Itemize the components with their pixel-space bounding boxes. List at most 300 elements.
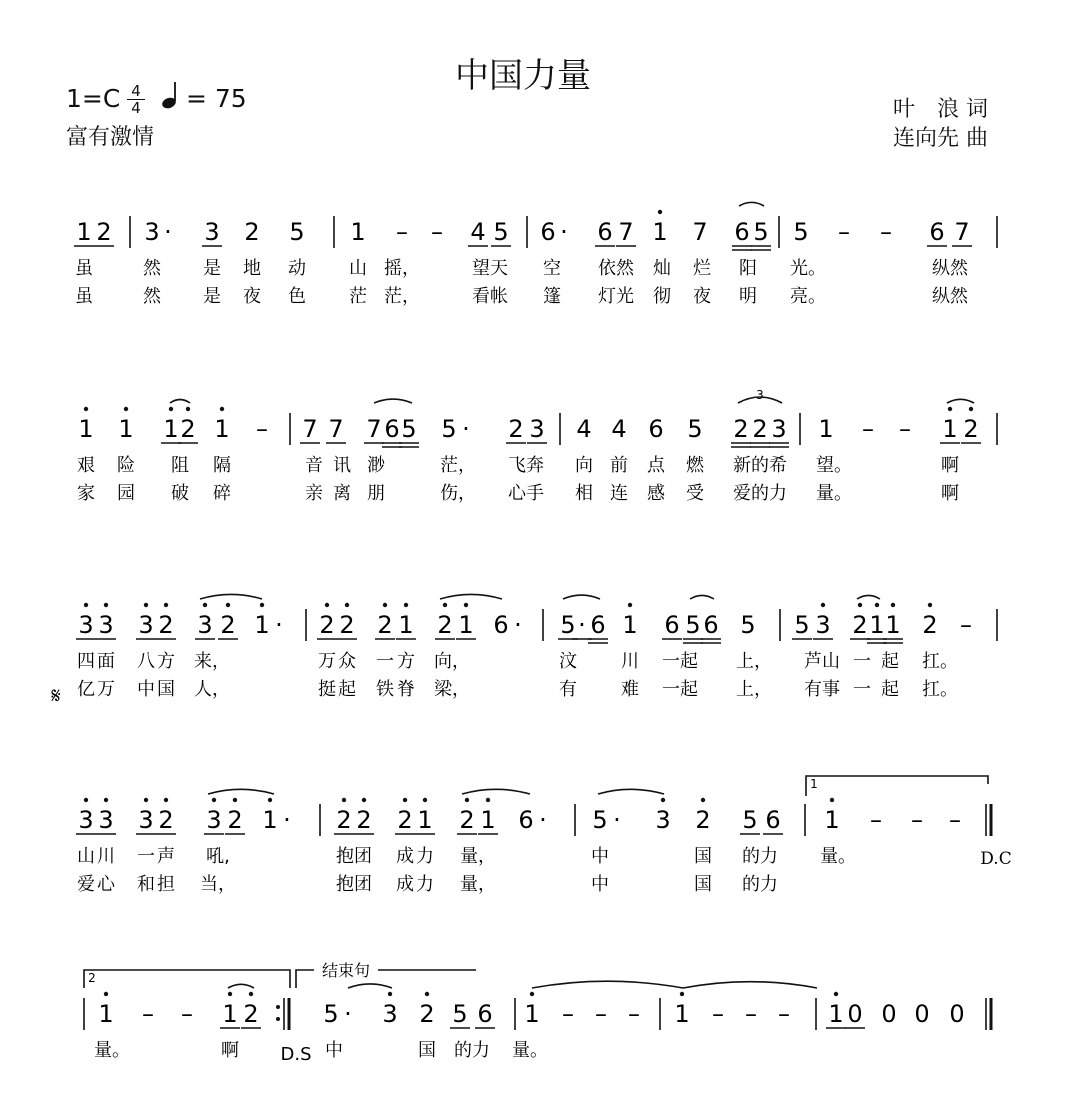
note: 3 [815,611,831,639]
note: 2 [397,806,413,834]
note: 6 [384,415,400,443]
lyric-verse-1: 汶 [559,651,577,672]
note: · [514,611,522,639]
note: 2 [419,1000,435,1028]
lyric-verse-1: 量。 [512,1040,548,1061]
note: 6 [590,611,606,639]
note: – [562,1000,574,1028]
note: 3 [78,806,94,834]
time-top: 4 [131,82,141,100]
note: – [911,806,923,834]
note: 5 [685,611,701,639]
lyric-verse-1: 点 [647,455,665,476]
segno-sign: 𝄋 [51,684,61,709]
lyric-verse-1: 飞奔 [508,455,544,476]
lyric-verse-2: 难 [621,679,639,700]
lyric-verse-2: 中 [591,874,609,895]
lyric-verse-1: 起 [881,651,899,672]
octave-dot [104,603,108,607]
lyric-verse-1: 地 [243,258,261,279]
lyric-verse-1: 艰 [77,455,95,476]
slur [690,595,714,599]
lyric-verse-2: 相 [575,483,593,504]
tempo-marking: = 75 [186,84,247,113]
lyric-verse-2: 铁 [376,679,394,700]
lyric-verse-2: 上， [736,679,772,700]
lyric-verse-1: 一 [137,846,155,867]
octave-dot [443,603,447,607]
lyric-verse-2: 国 [694,874,712,895]
note: 2 [96,218,112,246]
slur [208,789,274,794]
note: 6 [477,1000,493,1028]
octave-dot [658,210,662,214]
octave-dot [228,992,232,996]
lyric-verse-1: 是 [203,258,221,279]
note: 1 [214,415,230,443]
lyric-verse-2: 起 [881,679,899,700]
note: 1 [350,218,366,246]
lyric-verse-2: 心手 [508,483,544,504]
lyric-verse-1: 吼, [206,846,230,867]
note: 3 [98,806,114,834]
lyric-verse-1: 茫， [440,455,476,476]
lyric-verse-2: 挺 [318,679,336,700]
note: 4 [611,415,627,443]
lyric-verse-2: 抱团 [336,874,372,895]
note: 2 [922,611,938,639]
lyric-verse-2: 亮。 [790,286,826,307]
lyric-verse-1: 量。 [94,1040,130,1061]
note: 5 [793,218,809,246]
lyric-verse-1: 方 [157,651,175,672]
lyric-verse-1: 四 [77,651,95,672]
slur [170,400,190,404]
octave-dot [104,992,108,996]
lyric-verse-2: 虽 [75,286,93,307]
octave-dot [969,407,973,411]
note: 1 [885,611,901,639]
lyric-verse-1: 燃 [686,455,704,476]
note: 3 [138,611,154,639]
octave-dot [268,798,272,802]
lyric-verse-1: 川 [621,651,639,672]
lyric-verse-2: 扛。 [922,679,958,700]
slur [683,982,817,988]
lyric-verse-1: 啊 [221,1040,239,1061]
octave-dot [84,407,88,411]
note: – [431,218,443,246]
slur [200,594,262,599]
lyric-verse-2: 有事 [804,679,840,700]
dc-marking: D.C [980,849,1012,869]
lyric-verse-2: 有 [559,679,577,700]
note: 2 [319,611,335,639]
lyric-verse-1: 中 [325,1040,343,1061]
octave-dot [928,603,932,607]
lyric-verse-2: 人， [194,679,230,700]
octave-dot [628,603,632,607]
note: 2 [356,806,372,834]
octave-dot [345,603,349,607]
note: 5 [452,1000,468,1028]
lyric-verse-1: 的力 [742,846,778,867]
note: 1 [163,415,179,443]
lyric-verse-1: 成 [396,846,414,867]
note: 5 [289,218,305,246]
note: 2 [180,415,196,443]
lyric-verse-2: 中 [137,679,155,700]
note: 2 [158,611,174,639]
lyric-verse-1: 国 [418,1040,436,1061]
note: 3 [204,218,220,246]
composer-credit: 连向先 曲 [893,126,988,151]
lyric-verse-1: 川 [97,846,115,867]
lyric-verse-1: 山 [349,258,367,279]
note: 3 [98,611,114,639]
note: 0 [914,1000,930,1028]
lyric-verse-1: 一起 [662,651,698,672]
volta-number: 2 [88,971,96,985]
octave-dot [220,407,224,411]
octave-dot [423,798,427,802]
note: 2 [752,415,768,443]
lyric-verse-1: 隔 [213,455,231,476]
slur [947,399,974,403]
lyric-verse-1: 声 [157,846,175,867]
lyric-verse-2: 当， [200,874,236,895]
note: – [899,415,911,443]
note: 6 [765,806,781,834]
lyric-verse-1: 望。 [816,455,852,476]
ds-marking: D.S [280,1044,312,1065]
note: 6 [929,218,945,246]
note: 1 [869,611,885,639]
note: 6 [703,611,719,639]
lyric-verse-1: 抱团 [336,846,372,867]
volta-bracket-1 [806,776,988,796]
note: 2 [695,806,711,834]
lyric-verse-2: 担 [157,874,175,895]
octave-dot [233,798,237,802]
octave-dot [104,798,108,802]
note: 6 [540,218,556,246]
lyric-verse-2: 量。 [816,483,852,504]
note: 2 [220,611,236,639]
note: 2 [733,415,749,443]
note: 5 [401,415,417,443]
octave-dot [260,603,264,607]
lyric-verse-1: 灿 [653,258,671,279]
lyric-verse-1: 讯 [333,455,351,476]
note: – [778,1000,790,1028]
note: · [613,806,621,834]
note: 2 [244,218,260,246]
lyric-verse-1: 量， [460,846,496,867]
lyric-verse-2: 朋 [367,483,385,504]
lyric-verse-2: 破 [171,483,189,504]
expression-marking: 富有激情 [66,125,155,150]
octave-dot [226,603,230,607]
note: 1 [262,806,278,834]
lyric-verse-1: 阻 [171,455,189,476]
key-label: 1=C [66,84,121,113]
octave-dot [834,992,838,996]
octave-dot [84,603,88,607]
octave-dot [362,798,366,802]
lyric-verse-1: 众 [338,651,356,672]
note: · [560,218,568,246]
lyric-verse-1: 的力 [454,1040,490,1061]
lyric-verse-2: 国 [157,679,175,700]
lyric-verse-2: 灯光 [598,286,634,307]
octave-dot [465,798,469,802]
note: 6 [648,415,664,443]
note: 7 [328,415,344,443]
lyric-verse-1: 望天 [472,258,508,279]
note: 1 [652,218,668,246]
note: · [283,806,291,834]
lyric-verse-1: 力 [416,846,434,867]
volta-bracket-2 [84,970,290,988]
lyric-verse-2: 心 [97,874,115,895]
lyric-verse-2: 爱 [77,874,95,895]
lyric-verse-2: 篷 [543,286,561,307]
lyric-verse-2: 亲 [305,483,323,504]
note: 5 [794,611,810,639]
note: 1 [480,806,496,834]
note: · [462,415,470,443]
lyric-verse-2: 家 [77,483,95,504]
lyric-verse-2: 爱的力 [733,483,787,504]
note: 7 [302,415,318,443]
octave-dot [404,603,408,607]
octave-dot [821,603,825,607]
slur [739,202,764,206]
octave-dot [830,798,834,802]
lyric-verse-2: 力 [416,874,434,895]
note: 3 [206,806,222,834]
note: 0 [847,1000,863,1028]
octave-dot [701,798,705,802]
time-bottom: 4 [131,99,141,117]
note: 2 [437,611,453,639]
lyric-verse-2: 离 [333,483,351,504]
lyric-verse-2: 碎 [213,483,231,504]
note: 6 [493,611,509,639]
note: 5 [687,415,703,443]
lyric-verse-1: 渺 [367,455,385,476]
note: 7 [366,415,382,443]
note: 7 [692,218,708,246]
lyric-verse-1: 虽 [75,258,93,279]
note: 3 [382,1000,398,1028]
note: 5 [753,218,769,246]
note: 1 [76,218,92,246]
lyric-verse-2: 色 [288,286,306,307]
note: – [870,806,882,834]
octave-dot [84,798,88,802]
lyric-verse-1: 国 [694,846,712,867]
note: 1 [222,1000,238,1028]
lyric-verse-2: 和 [137,874,155,895]
note: 1 [78,415,94,443]
note: 1 [98,1000,114,1028]
note: 1 [674,1000,690,1028]
volta-number: 1 [810,777,818,791]
note: 3 [78,611,94,639]
lyric-verse-1: 阳 [739,258,757,279]
slur [374,399,412,403]
lyric-verse-2: 一起 [662,679,698,700]
ending-bracket [296,970,314,988]
lyric-verse-2: 起 [338,679,356,700]
note: · [275,611,283,639]
lyric-verse-2: 看帐 [472,286,508,307]
note: – [396,218,408,246]
lyric-verse-1: 万 [318,651,336,672]
octave-dot [661,798,665,802]
note: 5 [742,806,758,834]
ending-label: 结束句 [321,961,371,980]
note: 2 [963,415,979,443]
octave-dot [680,992,684,996]
lyric-verse-2: 成 [396,874,414,895]
note: 1 [942,415,958,443]
octave-dot [342,798,346,802]
slur [532,981,683,988]
note: 1 [828,1000,844,1028]
note: 6 [664,611,680,639]
note: · [164,218,172,246]
note: 0 [949,1000,965,1028]
lyric-verse-2: 连 [610,483,628,504]
lyric-verse-2: 亿 [77,679,95,700]
note: – [142,1000,154,1028]
octave-dot [164,798,168,802]
lyric-verse-1: 新的希 [733,455,787,476]
lyric-verse-1: 面 [97,651,115,672]
note: 7 [618,218,634,246]
note: – [181,1000,193,1028]
octave-dot [186,407,190,411]
lyric-verse-1: 音 [305,455,323,476]
lyric-verse-2: 纵然 [932,286,968,307]
note: – [880,218,892,246]
note: 4 [576,415,592,443]
octave-dot [325,603,329,607]
lyric-verse-1: 啊 [941,455,959,476]
score-title: 中国力量 [455,56,591,96]
lyric-verse-1: 纵然 [932,258,968,279]
lyric-verse-1: 一 [853,651,871,672]
lyric-verse-2: 彻 [653,286,671,307]
octave-dot [383,603,387,607]
octave-dot [530,992,534,996]
note: 5 [560,611,576,639]
note: – [960,611,972,639]
lyric-verse-2: 脊 [397,679,415,700]
lyric-verse-1: 扛。 [922,651,958,672]
lyric-verse-1: 动 [288,258,306,279]
note: 6 [518,806,534,834]
octave-dot [948,407,952,411]
note: · [539,806,547,834]
slur [563,595,600,599]
lyric-verse-1: 烂 [693,258,711,279]
note: 2 [377,611,393,639]
slur [440,594,502,599]
lyric-verse-2: 的力 [742,874,778,895]
note: 5 [740,611,756,639]
lyric-verse-1: 向， [434,651,470,672]
lyric-verse-2: 茫， [384,286,420,307]
note: – [256,415,268,443]
slur [598,789,664,794]
lyric-verse-1: 向 [575,455,593,476]
note: – [595,1000,607,1028]
note: – [949,806,961,834]
note: – [712,1000,724,1028]
note: 7 [954,218,970,246]
octave-dot [403,798,407,802]
note: – [628,1000,640,1028]
lyric-verse-1: 芦山 [804,651,840,672]
octave-dot [249,992,253,996]
lyric-verse-2: 量， [460,874,496,895]
lyric-verse-1: 然 [143,258,161,279]
lyric-verse-2: 受 [686,483,704,504]
octave-dot [144,603,148,607]
slur [857,595,880,599]
note: 3 [138,806,154,834]
note: 4 [470,218,486,246]
note: 0 [881,1000,897,1028]
octave-dot [124,407,128,411]
note: 6 [597,218,613,246]
lyric-verse-2: 夜 [693,286,711,307]
note: 2 [852,611,868,639]
lyric-verse-2: 感 [647,483,665,504]
lyric-verse-2: 一 [853,679,871,700]
lyric-verse-1: 光。 [790,258,826,279]
octave-dot [169,407,173,411]
octave-dot [464,603,468,607]
lyric-verse-2: 明 [739,286,757,307]
octave-dot [388,992,392,996]
lyric-verse-1: 来， [194,651,230,672]
lyric-verse-1: 摇， [384,258,420,279]
lyric-verse-1: 方 [397,651,415,672]
note: 1 [458,611,474,639]
lyric-verse-1: 一 [376,651,394,672]
note: 1 [824,806,840,834]
slur [228,984,254,988]
note: 3 [771,415,787,443]
note: – [745,1000,757,1028]
octave-dot [486,798,490,802]
note: 3 [529,415,545,443]
triplet-number: 3 [756,388,764,402]
note: 2 [339,611,355,639]
note: 5 [323,1000,339,1028]
note: 1 [118,415,134,443]
note: 1 [622,611,638,639]
octave-dot [425,992,429,996]
note: · [578,611,586,639]
lyric-verse-2: 啊 [941,483,959,504]
lyric-verse-1: 前 [610,455,628,476]
